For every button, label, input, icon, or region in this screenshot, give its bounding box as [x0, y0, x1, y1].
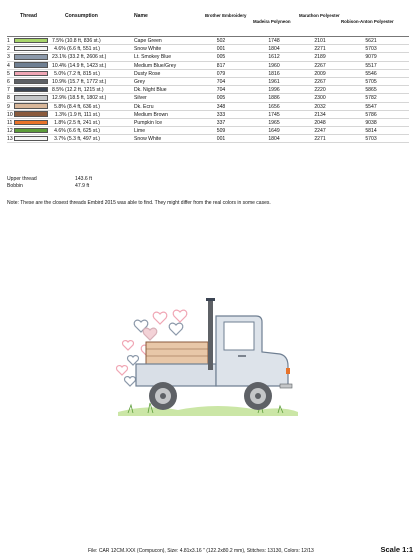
marathon-code: 2134: [314, 111, 326, 118]
thread-name: Grey: [134, 78, 146, 85]
thread-number: 10: [7, 111, 13, 118]
robison-code: 5621: [365, 38, 377, 44]
thread-number: 5: [7, 70, 10, 77]
header-name: Name: [134, 13, 148, 19]
robison-code: 5703: [365, 136, 377, 143]
thread-color-swatch: [14, 62, 48, 67]
brother-code: 704: [216, 78, 226, 85]
thread-name: Pumpkin Ice: [134, 119, 163, 126]
thread-consumption: 1.3% (1.9 ft, 111 st.): [54, 111, 100, 118]
upper-thread-value: 143.6 ft: [75, 176, 92, 182]
brother-code: 005: [216, 95, 226, 102]
thread-number: 13: [7, 136, 13, 143]
brother-code: 333: [216, 111, 226, 118]
madeira-code: 1965: [268, 119, 280, 126]
thread-number: 12: [7, 128, 13, 135]
brother-code: 079: [216, 70, 226, 77]
madeira-code: 1886: [268, 95, 280, 102]
brother-code: 509: [216, 128, 226, 135]
marathon-code: 2189: [314, 54, 326, 61]
thread-row: [7, 94, 409, 102]
madeira-code: 1960: [268, 62, 280, 69]
thread-name: Lt. Smokey Blue: [134, 54, 172, 61]
thread-number: 9: [7, 103, 10, 110]
thread-row: [7, 86, 409, 94]
thread-consumption: 4.6% (6.6 ft, 625 st.): [54, 128, 100, 135]
bobbin-value: 47.9 ft: [75, 183, 90, 189]
thread-number: 6: [7, 78, 10, 85]
madeira-code: 1745: [268, 111, 280, 118]
thread-number: 7: [7, 87, 10, 94]
brother-code: 348: [216, 103, 226, 110]
thread-row: [7, 45, 409, 53]
thread-number: 2: [7, 46, 10, 53]
thread-row: [7, 37, 409, 45]
marathon-code: 2300: [314, 95, 326, 102]
thread-consumption: 5.0% (7.2 ft, 815 st.): [54, 70, 100, 77]
thread-consumption: 4.6% (6.6 ft, 551 st.): [54, 46, 100, 53]
thread-name: Dusty Rose: [134, 70, 161, 77]
thread-color-swatch: [14, 38, 48, 43]
madeira-code: 1961: [268, 78, 280, 85]
thread-color-swatch: [14, 120, 48, 125]
header-consumption: Consumption: [65, 13, 98, 19]
thread-color-swatch: [14, 71, 48, 76]
header-madeira: Madeira Polyneon: [253, 19, 291, 24]
robison-code: 9079: [365, 54, 377, 61]
thread-color-swatch: [14, 128, 48, 133]
thread-color-swatch: [14, 46, 48, 51]
madeira-code: 1816: [268, 70, 280, 77]
thread-consumption: 1.8% (2.5 ft, 241 st.): [54, 119, 100, 126]
thread-row: [7, 70, 409, 78]
file-info-footer: File: CAR 12CM.XXX (Compucon), Size: 4.81x3.16 " (122.2x80.2 mm), Stitches: 13130, Colors: 12/13: [88, 548, 314, 554]
thread-name: Cape Green: [134, 38, 162, 44]
thread-consumption: 10.4% (14.9 ft, 1423 st.): [52, 62, 107, 69]
table-header: [7, 10, 409, 37]
robison-code: 5546: [365, 70, 377, 77]
thread-row: [7, 78, 409, 86]
thread-consumption: 5.8% (8.4 ft, 636 st.): [54, 103, 100, 110]
thread-consumption: 7.5% (10.8 ft, 836 st.): [52, 38, 101, 44]
thread-color-swatch: [14, 79, 48, 84]
robison-code: 5705: [365, 78, 377, 85]
thread-table: [7, 10, 409, 206]
thread-color-swatch: [14, 95, 48, 100]
madeira-code: 1804: [268, 46, 280, 53]
thread-row: [7, 127, 409, 135]
truck-embroidery-image: [108, 292, 308, 422]
thread-number: 4: [7, 62, 10, 69]
thread-number: 8: [7, 95, 10, 102]
thread-name: Lime: [134, 128, 146, 135]
thread-name: Snow White: [134, 136, 162, 143]
header-brother: Brother Embroidery: [205, 13, 247, 18]
thread-row: [7, 103, 409, 111]
robison-code: 5814: [365, 128, 377, 135]
robison-code: 5703: [365, 46, 377, 53]
upper-thread-label: Upper thread: [7, 176, 37, 182]
thread-consumption: 23.1% (33.2 ft, 2606 st.): [52, 54, 107, 61]
brother-code: 502: [216, 38, 226, 44]
marathon-code: 2247: [314, 128, 326, 135]
brother-code: 001: [216, 46, 226, 53]
madeira-code: 1656: [268, 103, 280, 110]
thread-name: Silver: [134, 95, 147, 102]
marathon-code: 2032: [314, 103, 326, 110]
madeira-code: 1612: [268, 54, 280, 61]
thread-name: Dk. Night Blue: [134, 87, 167, 94]
madeira-code: 1748: [268, 38, 280, 44]
thread-row: [7, 111, 409, 119]
thread-color-swatch: [14, 103, 48, 108]
marathon-code: 2271: [314, 136, 326, 143]
robison-code: 5517: [365, 62, 377, 69]
scale-label: Scale 1:1: [380, 545, 413, 554]
brother-code: 817: [216, 62, 226, 69]
thread-row: [7, 135, 409, 143]
thread-color-swatch: [14, 111, 48, 116]
madeira-code: 1649: [268, 128, 280, 135]
header-robison: Robison-Anton Polyester: [341, 19, 394, 24]
marathon-code: 2267: [314, 62, 326, 69]
thread-name: Medium Brown: [134, 111, 168, 118]
thread-number: 3: [7, 54, 10, 61]
robison-code: 9038: [365, 119, 377, 126]
marathon-code: 2220: [314, 87, 326, 94]
thread-color-swatch: [14, 136, 48, 141]
marathon-code: 2267: [314, 78, 326, 85]
header-marathon: Marathon Polyester: [299, 13, 340, 18]
thread-name: Dk. Ecru: [134, 103, 154, 110]
thread-row: [7, 62, 409, 70]
thread-color-swatch: [14, 87, 48, 92]
thread-consumption: 10.9% (15.7 ft, 1772 st.): [52, 78, 107, 85]
marathon-code: 2009: [314, 70, 326, 77]
brother-code: 005: [216, 54, 226, 61]
thread-row: [7, 119, 409, 127]
robison-code: 5547: [365, 103, 377, 110]
thread-consumption: 12.9% (18.5 ft, 1802 st.): [52, 95, 107, 102]
marathon-code: 2271: [314, 46, 326, 53]
thread-consumption: 3.7% (5.3 ft, 497 st.): [54, 136, 100, 143]
robison-code: 5865: [365, 87, 377, 94]
robison-code: 5782: [365, 95, 377, 102]
madeira-code: 1996: [268, 87, 280, 94]
brother-code: 704: [216, 87, 226, 94]
thread-consumption: 8.5% (12.2 ft, 1215 st.): [52, 87, 104, 94]
thread-color-swatch: [14, 54, 48, 59]
note-text: Note: These are the closest threads Embird 2015 was able to find. They might differ from the real colors in some cases.: [7, 200, 271, 206]
marathon-code: 2048: [314, 119, 326, 126]
robison-code: 5786: [365, 111, 377, 118]
marathon-code: 2101: [314, 38, 326, 44]
thread-name: Snow White: [134, 46, 162, 53]
brother-code: 001: [216, 136, 226, 143]
thread-number: 1: [7, 38, 10, 44]
bobbin-label: Bobbin: [7, 183, 23, 189]
brother-code: 337: [216, 119, 226, 126]
header-thread: Thread: [20, 13, 37, 19]
thread-row: [7, 53, 409, 61]
thread-name: Medium Blue/Grey: [134, 62, 177, 69]
thread-number: 11: [7, 119, 13, 126]
thread-rows: [7, 37, 409, 143]
madeira-code: 1804: [268, 136, 280, 143]
